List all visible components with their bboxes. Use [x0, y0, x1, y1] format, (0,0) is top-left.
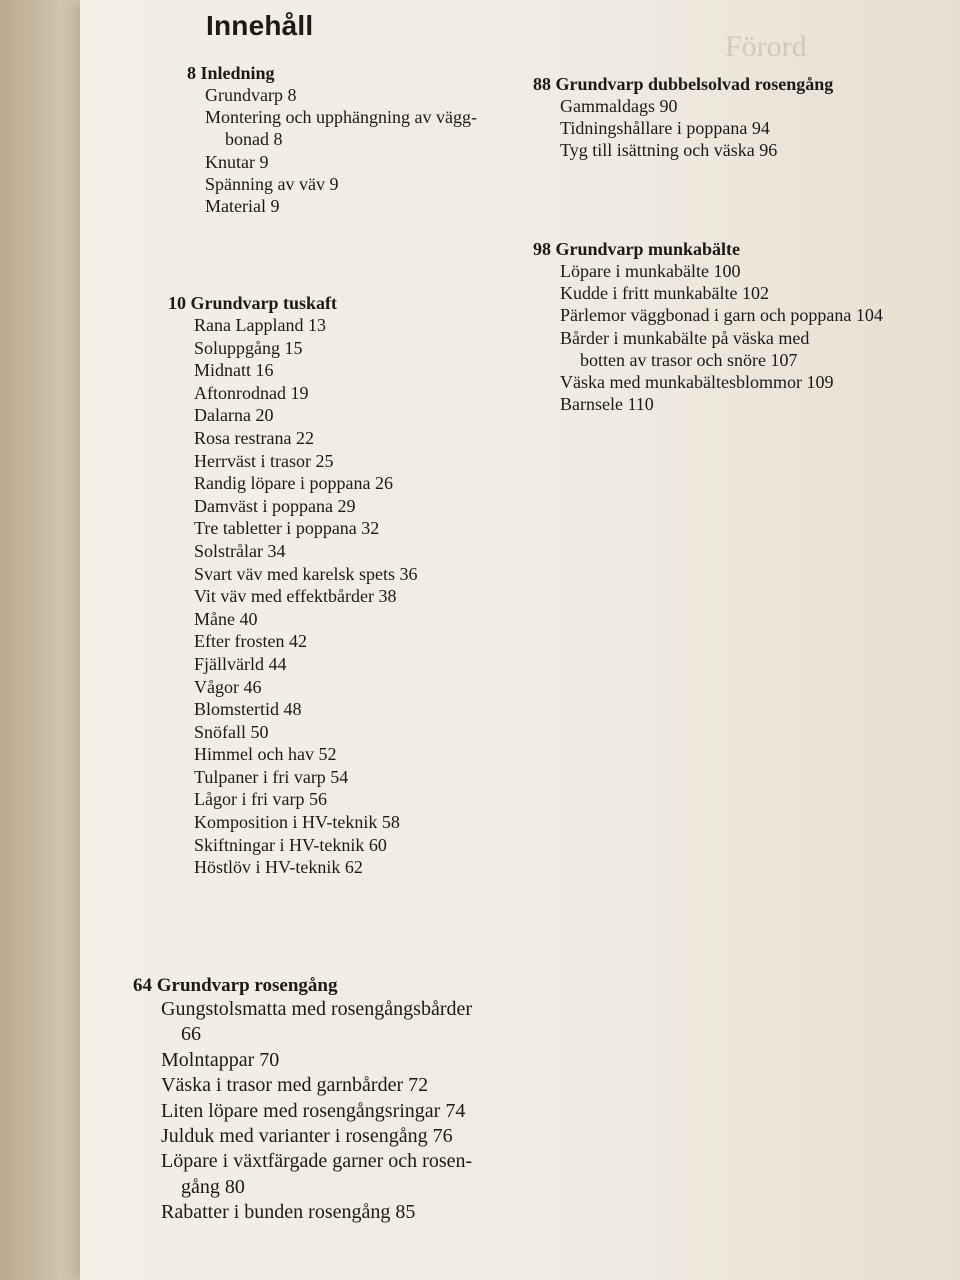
toc-entry-text: Tulpaner i fri varp 54 — [194, 766, 349, 787]
section-title: Grundvarp rosengång — [156, 975, 338, 996]
toc-entry-text: Skiftningar i HV-teknik 60 — [194, 834, 387, 855]
toc-entry-text: Gungstolsmatta med rosengångsbårder — [161, 998, 473, 1020]
toc-entry-continuation: bonad 8 — [225, 129, 283, 150]
toc-entry-text: Lågor i fri varp 56 — [194, 789, 327, 810]
toc-entry — [194, 359, 417, 382]
section-title: Grundvarp dubbelsolvad rosengång — [555, 74, 834, 94]
toc-entry — [194, 517, 417, 540]
toc-entry-text: Pärlemor väggbonad i garn och poppana 104 — [560, 305, 883, 326]
toc-entry — [194, 608, 417, 631]
section-title: Grundvarp munkabälte — [555, 239, 741, 259]
toc-entry — [194, 585, 417, 608]
toc-entry-text: Aftonrodnad 19 — [194, 382, 309, 403]
toc-entry-text: Väska i trasor med garnbårder 72 — [161, 1074, 429, 1097]
toc-entry — [194, 382, 417, 405]
toc-entry — [194, 811, 417, 834]
toc-entry-text: Tre tabletter i poppana 32 — [194, 518, 380, 539]
toc-entry-list — [205, 84, 477, 217]
toc-entry — [194, 563, 417, 586]
toc-entry-text: Tyg till isättning och väska 96 — [560, 140, 778, 161]
show-through-title: Förord — [725, 30, 807, 63]
section-title: Inledning — [200, 63, 275, 83]
toc-entry — [205, 151, 477, 173]
toc-entry — [205, 195, 477, 217]
section-page-number: 10 — [168, 293, 186, 313]
section-heading — [187, 62, 477, 84]
toc-entry — [194, 450, 417, 473]
toc-entry — [161, 997, 472, 1048]
section-heading — [533, 238, 883, 260]
toc-entry — [560, 282, 883, 304]
toc-entry-text: Knutar 9 — [205, 151, 269, 172]
toc-entry-text: Kudde i fritt munkabälte 102 — [560, 283, 769, 304]
toc-entry — [194, 404, 417, 427]
toc-section-rosengang — [133, 975, 472, 1226]
toc-entry — [194, 653, 417, 676]
toc-entry-text: Måne 40 — [194, 608, 258, 629]
toc-entry-text: Tidningshållare i poppana 94 — [560, 118, 770, 139]
toc-entry — [161, 1200, 472, 1225]
toc-entry — [194, 540, 417, 563]
toc-section-munkabalte — [533, 238, 883, 415]
toc-entry-text: Löpare i växtfärgade garner och rosen- — [161, 1150, 473, 1173]
toc-entry-list — [194, 314, 417, 879]
toc-entry — [205, 106, 477, 150]
toc-entry-list — [560, 260, 883, 415]
toc-entry — [194, 743, 417, 766]
section-heading — [533, 73, 833, 95]
toc-entry-continuation: 66 — [181, 1023, 201, 1046]
toc-entry-text: Höstlöv i HV-teknik 62 — [194, 857, 363, 878]
toc-entry-text: Rabatter i bunden rosengång 85 — [161, 1201, 416, 1224]
toc-entry — [194, 495, 417, 518]
toc-section-tuskaft — [168, 292, 417, 879]
toc-entry — [194, 472, 417, 495]
toc-entry — [161, 1099, 472, 1124]
toc-entry — [560, 139, 833, 161]
toc-entry-text: Efter frosten 42 — [194, 631, 307, 652]
toc-entry — [205, 84, 477, 106]
toc-entry-text: Soluppgång 15 — [194, 337, 303, 358]
toc-entry-text: Bårder i munkabälte på väska med — [560, 327, 810, 348]
section-heading — [133, 975, 472, 997]
toc-entry-text: Väska med munkabältesblommor 109 — [560, 372, 834, 393]
section-page-number: 88 — [533, 74, 551, 94]
toc-entry-text: Herrväst i trasor 25 — [194, 450, 334, 471]
toc-entry-text: Dalarna 20 — [194, 405, 274, 426]
toc-entry-list — [560, 95, 833, 162]
toc-entry — [194, 856, 417, 879]
toc-entry — [194, 337, 417, 360]
toc-entry-text: Grundvarp 8 — [205, 85, 297, 105]
toc-entry-text: Vågor 46 — [194, 676, 262, 697]
toc-entry-text: Rana Lappland 13 — [194, 315, 326, 335]
toc-entry-text: Blomstertid 48 — [194, 699, 302, 720]
toc-entry — [560, 117, 833, 139]
toc-entry-text: Fjällvärld 44 — [194, 653, 287, 674]
toc-entry-text: Midnatt 16 — [194, 360, 274, 381]
toc-entry-text: Spänning av väv 9 — [205, 173, 339, 194]
toc-entry-text: Julduk med varianter i rosengång 76 — [161, 1125, 453, 1148]
toc-entry — [205, 173, 477, 195]
toc-entry — [194, 721, 417, 744]
section-page-number: 64 — [133, 975, 152, 996]
book-binding-edge — [0, 0, 80, 1280]
toc-entry-text: Snöfall 50 — [194, 721, 269, 742]
toc-entry-text: Material 9 — [205, 196, 280, 217]
toc-section-dubbelsolvad — [533, 73, 833, 162]
toc-section-inledning — [187, 62, 477, 217]
toc-entry — [161, 1073, 472, 1098]
toc-entry — [560, 327, 883, 371]
toc-entry-text: Barnsele 110 — [560, 394, 654, 415]
toc-entry-text: Randig löpare i poppana 26 — [194, 473, 393, 494]
toc-entry-text: Montering och upphängning av vägg- — [205, 107, 477, 128]
toc-entry — [194, 698, 417, 721]
toc-entry-text: Rosa restrana 22 — [194, 427, 314, 448]
toc-entry-text: Komposition i HV-teknik 58 — [194, 812, 400, 833]
page-title: Innehåll — [206, 10, 314, 41]
toc-entry-text: Solstrålar 34 — [194, 540, 286, 561]
toc-entry-list — [161, 997, 472, 1226]
toc-entry-text: Molntappar 70 — [161, 1048, 280, 1071]
toc-entry — [560, 371, 883, 393]
toc-entry — [194, 314, 417, 337]
toc-entry — [560, 393, 883, 415]
toc-entry — [560, 95, 833, 117]
toc-entry-continuation: gång 80 — [181, 1175, 245, 1198]
toc-entry-text: Liten löpare med rosengångsringar 74 — [161, 1099, 466, 1122]
section-page-number: 8 — [187, 63, 196, 83]
toc-entry — [194, 766, 417, 789]
toc-entry — [194, 788, 417, 811]
toc-entry — [161, 1124, 472, 1149]
toc-entry-text: Gammaldags 90 — [560, 96, 678, 116]
section-heading — [168, 292, 417, 314]
toc-entry — [194, 834, 417, 857]
section-page-number: 98 — [533, 239, 551, 259]
toc-entry — [194, 427, 417, 450]
toc-entry-continuation: botten av trasor och snöre 107 — [580, 349, 798, 370]
toc-entry — [194, 630, 417, 653]
toc-entry — [194, 676, 417, 699]
toc-entry — [560, 304, 883, 326]
toc-entry-text: Löpare i munkabälte 100 — [560, 261, 741, 281]
section-title: Grundvarp tuskaft — [190, 293, 338, 313]
toc-entry-text: Himmel och hav 52 — [194, 744, 337, 765]
toc-entry — [161, 1149, 472, 1200]
toc-entry — [161, 1048, 472, 1073]
toc-entry-text: Vit väv med effektbårder 38 — [194, 586, 397, 607]
toc-entry-text: Damväst i poppana 29 — [194, 495, 356, 516]
toc-entry-text: Svart väv med karelsk spets 36 — [194, 563, 418, 584]
toc-entry — [560, 260, 883, 282]
